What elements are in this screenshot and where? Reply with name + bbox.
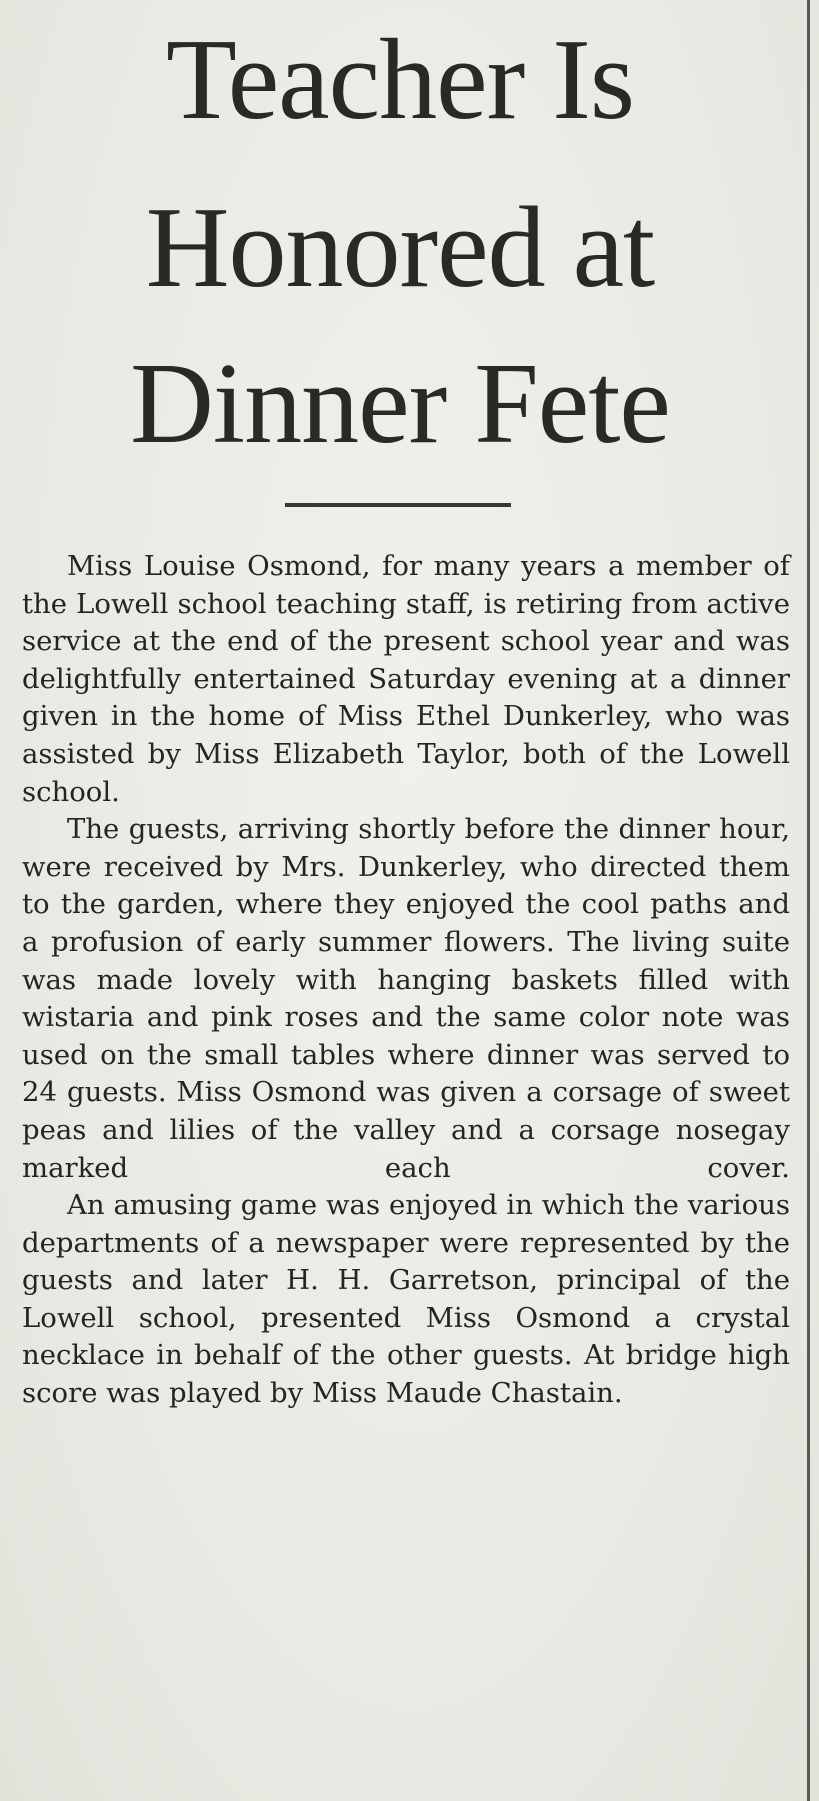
headline-divider: [285, 503, 511, 507]
headline-line-1: Teacher Is: [165, 16, 635, 144]
article-paragraph-1: Miss Louise Osmond, for many years a member of the Lowell school teaching staff, is retiring from active service at the end of the present school year and was delightfully entertained Saturday evening at a dinner given in the home of Miss Ethel Dunkerley, who was assisted by Miss Elizabeth Taylor, both of the Lowell school.: [22, 550, 790, 808]
article-paragraph-3: An amusing game was enjoyed in which the various departments of a newspaper were represented by the guests and later H. H. Garretson, principal of the Lowell school, presented Miss Osmond a crystal necklace in behalf of the other guests. At bridge high score was played by Miss Maude Chastain.: [22, 1189, 790, 1410]
column-rule: [807, 0, 810, 1801]
article-body: [22, 548, 790, 1413]
article-paragraph-2: The guests, arriving shortly before the dinner hour, were received by Mrs. Dunkerley, who directed them to the garden, where they enjoyed the cool paths and a profusion of early summer flowers. The living suite was made lovely with hanging baskets filled with wistaria and pink roses and the same color note was used on the small tables where dinner was served to 24 guests. Miss Osmond was given a corsage of sweet peas and lilies of the valley and a corsage nosegay marked each cover.: [22, 813, 790, 1184]
headline-line-3: Dinner Fete: [130, 340, 670, 468]
headline-line-2: Honored at: [145, 184, 655, 312]
